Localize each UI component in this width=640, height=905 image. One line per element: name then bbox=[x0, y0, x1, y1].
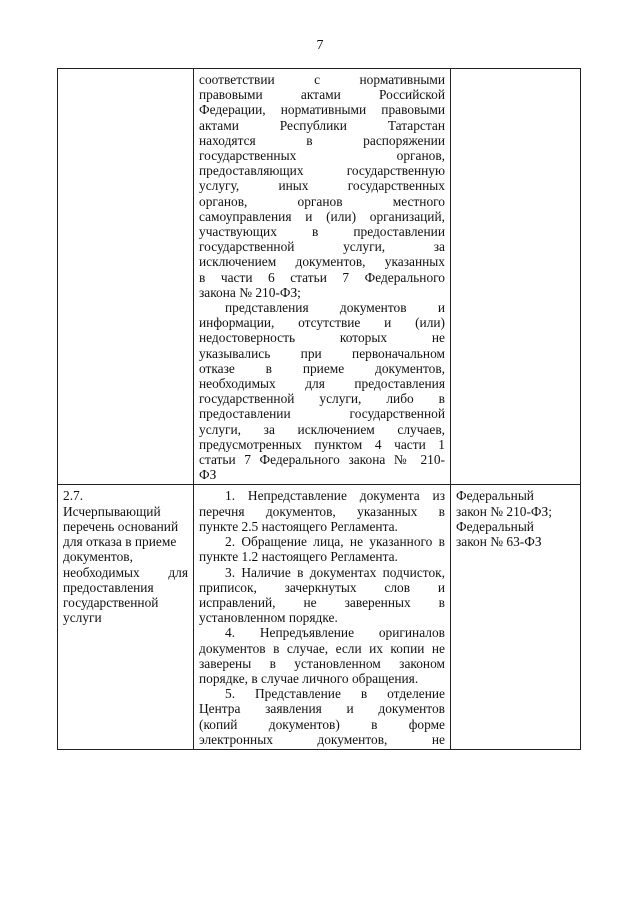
text-line: закона № 210-ФЗ; bbox=[199, 284, 301, 300]
text-line: государственной bbox=[63, 594, 159, 610]
text-line: предоставляющих государственную bbox=[199, 163, 445, 179]
text-line: правовыми актами Российской bbox=[199, 87, 445, 103]
text-line: пункте 2.5 настоящего Регламента. bbox=[199, 518, 398, 534]
text-line: установленном порядке. bbox=[199, 610, 338, 626]
text-line: электронных документов, не bbox=[199, 731, 445, 747]
text-line: 2. Обращение лица, не указанного в bbox=[225, 534, 445, 550]
text-line: услуги, за исключением случаев, bbox=[199, 421, 445, 437]
page-number: 7 bbox=[316, 38, 324, 53]
text-line: необходимых для bbox=[63, 564, 188, 580]
text-line: предоставления bbox=[63, 579, 154, 595]
text-line: указывались при первоначальном bbox=[199, 345, 445, 361]
text-line: закон № 63-ФЗ bbox=[456, 534, 542, 550]
list-item bbox=[199, 488, 445, 534]
text-line: предоставлении государственной bbox=[199, 406, 445, 422]
text-line: информации, отсутствие и (или) bbox=[199, 315, 445, 331]
text-line: пункте 1.2 настоящего Регламента. bbox=[199, 549, 398, 565]
text-line: Центра заявления и документов bbox=[199, 701, 445, 717]
list-item bbox=[199, 565, 445, 626]
text-line: представления документов и bbox=[225, 300, 445, 316]
text-line: документов, bbox=[63, 549, 133, 565]
regulation-table bbox=[57, 68, 581, 750]
list-item bbox=[199, 534, 445, 564]
row1-col1-cell bbox=[58, 69, 194, 485]
text-line: услуги bbox=[63, 610, 102, 626]
text-line: Федеральный bbox=[456, 488, 534, 504]
text-line: документов в случае, если их копии не bbox=[199, 640, 445, 656]
row1-col3-cell bbox=[451, 69, 581, 485]
text-line: приписок, зачеркнутых слов и bbox=[199, 579, 445, 595]
text-line: порядке, в случае личного обращения. bbox=[199, 670, 419, 686]
text-line: предусмотренных пунктом 4 части 1 bbox=[199, 436, 445, 452]
table-row bbox=[58, 69, 581, 485]
text-line: исправлений, не заверенных в bbox=[199, 594, 445, 610]
text-line: (копий документов) в форме bbox=[199, 716, 445, 732]
text-line: для отказа в приеме bbox=[63, 534, 177, 550]
text-line: органов, органов местного bbox=[199, 193, 445, 209]
text-line: в части 6 статьи 7 Федерального bbox=[199, 269, 445, 285]
text-line: отказе в приеме документов, bbox=[199, 360, 445, 376]
text-line: участвующих в предоставлении bbox=[199, 224, 445, 240]
text-line: перечень оснований bbox=[63, 518, 179, 534]
text-line: 5. Представление в отделение bbox=[225, 686, 445, 702]
text-line: услугу, иных государственных bbox=[199, 178, 445, 194]
section-number: 2.7. bbox=[63, 488, 84, 504]
text-line: необходимых для предоставления bbox=[199, 376, 445, 392]
text-line: Федерации, нормативными правовыми bbox=[199, 102, 445, 118]
text-line: 1. Непредставление документа из bbox=[225, 488, 445, 504]
row2-col1-cell bbox=[58, 485, 194, 749]
text-line: статьи 7 Федерального закона № 210- bbox=[199, 452, 445, 468]
text-line: заверены в установленном законом bbox=[199, 655, 445, 671]
row2-col3-cell bbox=[451, 485, 581, 749]
list-item bbox=[199, 686, 445, 747]
text-line: перечня документов, указанных в bbox=[199, 503, 445, 519]
text-line: государственной услуги, либо в bbox=[199, 391, 445, 407]
text-line: исключением документов, указанных bbox=[199, 254, 445, 270]
text-line: 4. Непредъявление оригиналов bbox=[225, 625, 445, 641]
row2-col2-cell bbox=[194, 485, 451, 749]
text-line: соответствии с нормативными bbox=[199, 72, 445, 87]
text-line: актами Республики Татарстан bbox=[199, 117, 445, 133]
row1-col2-cell bbox=[194, 69, 451, 485]
list-item bbox=[199, 625, 445, 686]
text-line: Федеральный bbox=[456, 518, 534, 534]
text-line: самоуправления и (или) организаций, bbox=[199, 208, 445, 224]
text-line: закон № 210-ФЗ; bbox=[456, 503, 552, 519]
text-line: государственной услуги, за bbox=[199, 239, 445, 255]
text-line: недостоверность которых не bbox=[199, 330, 445, 346]
text-line: ФЗ bbox=[199, 467, 217, 483]
table-row bbox=[58, 485, 581, 749]
text-line: государственных органов, bbox=[199, 148, 445, 164]
text-line: 3. Наличие в документах подчисток, bbox=[225, 564, 445, 580]
text-line: находятся в распоряжении bbox=[199, 132, 445, 148]
text-line: Исчерпывающий bbox=[63, 503, 161, 519]
